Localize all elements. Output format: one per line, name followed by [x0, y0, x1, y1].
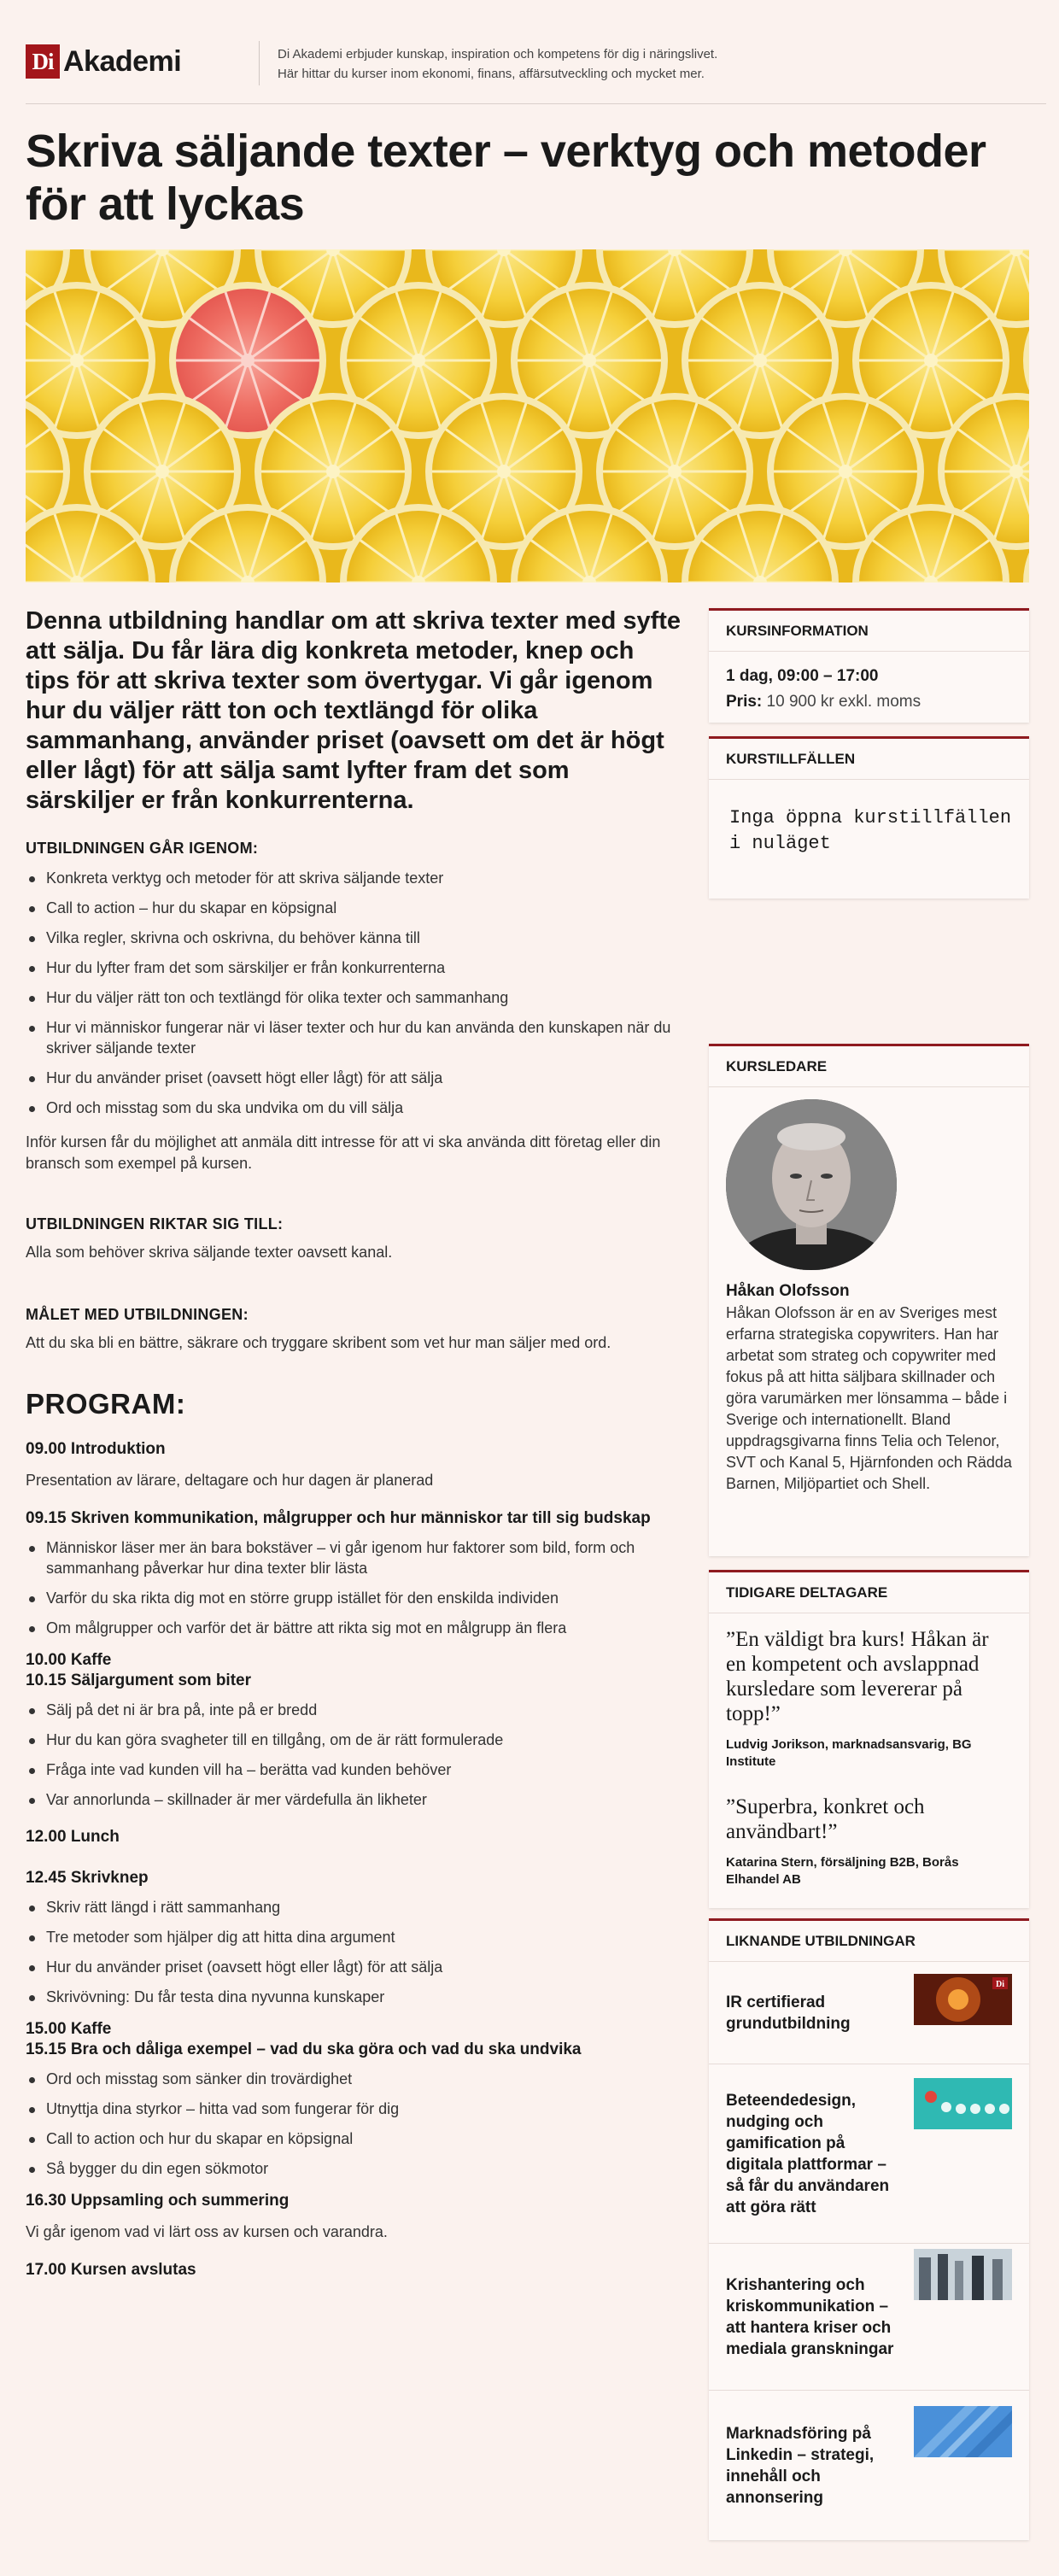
covers-note: Inför kursen får du möjlighet att anmäla ditt intresse för att vi ska använda ditt företag eller din bransch som exempel på kursen.: [26, 1133, 661, 1172]
testimonial-quote: ”Superbra, konkret och användbart!”: [726, 1795, 925, 1843]
list-item: Hur du kan göra svagheter till en tillgång, om de är rätt formulerade: [26, 1730, 683, 1750]
list-item: Call to action – hur du skapar en köpsignal: [26, 898, 683, 918]
slice-core: [412, 354, 425, 367]
citrus-slices-illustration: [26, 249, 1029, 583]
testimonial-author: Katarina Stern, försäljning B2B, Borås Elhandel AB: [726, 1855, 959, 1887]
course-info-card: [709, 608, 1029, 723]
leader-bio: Håkan Olofsson är en av Sveriges mest erfarna strategiska copywriters. Han har arbetat som strateg och copywriter med fokus på att hitta säljbara skillnader och göra varumärken mer lönsamma – både i Sverige och internationellt. Bland uppdragsgivarna finns Telia och Telenor, SVT och Kanal 5, Hjärnfonden och Rädda Barnen, Miljöpartiet och Shell.: [726, 1304, 1012, 1492]
program-slot-list: [26, 2069, 683, 2179]
list-item: Tre metoder som hjälper dig att hitta dina argument: [26, 1927, 683, 1947]
program-slot-title: 10.15 Säljargument som biter: [26, 1671, 251, 1689]
similar-course-title: Krishantering och kriskommunikation – att hantera kriser och mediala granskningar: [726, 2275, 894, 2358]
site-header: [26, 38, 1046, 104]
similar-course-link[interactable]: [709, 2391, 1029, 2541]
program-slot-title: 15.00 Kaffe: [26, 2020, 112, 2038]
testimonial-author: Ludvig Jorikson, marknadsansvarig, BG Institute: [726, 1737, 972, 1769]
course-thumbnail: [914, 2249, 1012, 2300]
logo-text: Akademi: [63, 44, 182, 78]
list-item: Vilka regler, skrivna och oskrivna, du behöver känna till: [26, 928, 683, 948]
list-item: Så bygger du din egen sökmotor: [26, 2158, 683, 2179]
program-slot-text: Vi går igenom vad vi lärt oss av kursen och varandra.: [26, 2223, 388, 2240]
program-slot-title: 09.15 Skriven kommunikation, målgrupper och hur människor tar till sig budskap: [26, 1509, 651, 1527]
program-heading: PROGRAM:: [26, 1388, 186, 1420]
leader-name: Håkan Olofsson: [726, 1282, 850, 1300]
slice-core: [1009, 465, 1023, 478]
price-value: 10 900 kr exkl. moms: [766, 693, 922, 711]
similar-course-title: Marknadsföring på Linkedin – strategi, innehåll och annonsering: [726, 2425, 875, 2507]
logo-mark: Di: [26, 44, 60, 79]
audience-label: UTBILDNINGEN RIKTAR SIG TILL:: [26, 1215, 284, 1232]
similar-course-link[interactable]: [709, 1962, 1029, 2064]
list-item: Skrivövning: Du får testa dina nyvunna kunskaper: [26, 1987, 683, 2007]
no-occasions-text: Inga öppna kurstillfällen i nuläget: [729, 807, 1012, 854]
program-slot-title: 17.00 Kursen avslutas: [26, 2261, 196, 2279]
testimonial: [726, 1794, 1012, 1888]
similar-course-link[interactable]: [709, 2244, 1029, 2391]
testimonial: [726, 1627, 1012, 1771]
slice-core: [155, 465, 169, 478]
di-akademi-logo[interactable]: [26, 44, 181, 79]
intro-lead: Denna utbildning handlar om att skriva texter med syfte att sälja. Du får lära dig konkreta metoder, knep och tips för att skriva texter som övertygar. Vi går igenom hur du väljer rätt ton och textlängd för olika sammanhang, använder priset (oavsett om det är högt eller lågt) för att sälja samt lyfter fram det som särskiljer er från konkurrenterna.: [26, 607, 682, 814]
list-item: Hur du använder priset (oavsett högt eller lågt) för att sälja: [26, 1957, 683, 1977]
main-content: [26, 606, 683, 2280]
program-slot-title: 16.30 Uppsamling och summering: [26, 2192, 290, 2210]
audience-text: Alla som behöver skriva säljande texter oavsett kanal.: [26, 1244, 393, 1261]
list-item: Utnyttja dina styrkor – hitta vad som fungerar för dig: [26, 2099, 683, 2119]
list-item: Var annorlunda – skillnader är mer värdefulla än likheter: [26, 1789, 683, 1810]
slice-core: [753, 354, 767, 367]
list-item: Konkreta verktyg och metoder för att skriva säljande texter: [26, 868, 683, 888]
similar-course-title: Beteendedesign, nudging och gamification på digitala plattformar – så får du användaren att göra rätt: [726, 2091, 890, 2216]
program-slot-list: [26, 1537, 683, 1638]
header-divider: [259, 41, 260, 85]
leader-portrait: [726, 1099, 897, 1270]
course-thumbnail: [914, 1974, 1012, 2025]
slice-core: [70, 354, 84, 367]
program-slot-list: [26, 1700, 683, 1810]
list-item: Hur du använder priset (oavsett högt eller lågt) för att sälja: [26, 1068, 683, 1088]
list-item: Hur vi människor fungerar när vi läser texter och hur du kan använda den kunskapen när du skriver säljande texter: [26, 1017, 683, 1058]
program-slot-title: 15.15 Bra och dåliga exempel – vad du ska göra och vad du ska undvika: [26, 2040, 582, 2058]
course-thumbnail: [914, 2406, 1012, 2457]
program-slot-title: 12.00 Lunch: [26, 1828, 120, 1846]
list-item: Varför du ska rikta dig mot en större grupp istället för den enskilda individen: [26, 1588, 683, 1608]
course-thumbnail: [914, 2078, 1012, 2129]
slice-core: [241, 354, 255, 367]
list-item: Människor läser mer än bara bokstäver – vi går igenom hur faktorer som bild, form och sammanhang påverkar hur dina texter blir lästa: [26, 1537, 683, 1578]
testimonials-card: [709, 1570, 1029, 1908]
slice-core: [582, 354, 596, 367]
similar-courses-card: [709, 1918, 1029, 2540]
tagline-line-2: Här hittar du kurser inom ekonomi, finans, affärsutveckling och mycket mer.: [278, 67, 705, 81]
price-label: Pris:: [726, 693, 763, 711]
list-item: Hur du väljer rätt ton och textlängd för olika texter och sammanhang: [26, 987, 683, 1008]
list-item: Ord och misstag som sänker din trovärdighet: [26, 2069, 683, 2089]
program-slot-title: 10.00 Kaffe: [26, 1651, 112, 1669]
course-leader-card: [709, 1044, 1029, 1556]
program-slot-text: Presentation av lärare, deltagare och hur dagen är planerad: [26, 1472, 434, 1489]
slice-core: [668, 465, 682, 478]
program-slot-title: 09.00 Introduktion: [26, 1440, 166, 1458]
list-item: Skriv rätt längd i rätt sammanhang: [26, 1897, 683, 1917]
slice-core: [326, 465, 340, 478]
list-item: Fråga inte vad kunden vill ha – berätta vad kunden behöver: [26, 1759, 683, 1780]
slice-core: [497, 465, 511, 478]
hero-image: [26, 249, 1029, 583]
leader-avatar: [726, 1099, 897, 1270]
course-occasions-heading: KURSTILLFÄLLEN: [709, 739, 1029, 780]
course-info-heading: KURSINFORMATION: [709, 611, 1029, 652]
header-tagline: [278, 44, 875, 84]
list-item: Hur du lyfter fram det som särskiljer er från konkurrenterna: [26, 957, 683, 978]
testimonials-heading: TIDIGARE DELTAGARE: [709, 1572, 1029, 1613]
similar-course-title: IR certifierad grundutbildning: [726, 1993, 851, 2033]
course-occasions-card: [709, 736, 1029, 899]
goal-text: Att du ska bli en bättre, säkrare och tryggare skribent som vet hur man säljer med ord.: [26, 1334, 611, 1351]
covers-list: [26, 868, 683, 1118]
similar-course-link[interactable]: [709, 2064, 1029, 2244]
program-slot-title: 12.45 Skrivknep: [26, 1869, 149, 1887]
course-schedule: 1 dag, 09:00 – 17:00: [726, 667, 879, 685]
goal-label: MÅLET MED UTBILDNINGEN:: [26, 1306, 249, 1323]
thumbnail-logo-mark: Di: [996, 1980, 1004, 1989]
course-price: [726, 689, 1012, 715]
slice-core: [839, 465, 852, 478]
list-item: Call to action och hur du skapar en köpsignal: [26, 2128, 683, 2149]
list-item: Sälj på det ni är bra på, inte på er bredd: [26, 1700, 683, 1720]
program-slot-list: [26, 1897, 683, 2007]
course-leader-heading: KURSLEDARE: [709, 1046, 1029, 1087]
covers-label: UTBILDNINGEN GÅR IGENOM:: [26, 840, 259, 857]
page-title: Skriva säljande texter – verktyg och metoder för att lyckas: [26, 126, 986, 230]
testimonial-quote: ”En väldigt bra kurs! Håkan är en kompetent och avslappnad kursledare som levererar på topp!”: [726, 1628, 989, 1725]
tagline-line-1: Di Akademi erbjuder kunskap, inspiration och kompetens för dig i näringslivet.: [278, 47, 718, 61]
list-item: Om målgrupper och varför det är bättre att rikta sig mot en målgrupp än flera: [26, 1618, 683, 1638]
list-item: Ord och misstag som du ska undvika om du vill sälja: [26, 1098, 683, 1118]
slice-core: [924, 354, 938, 367]
similar-courses-heading: LIKNANDE UTBILDNINGAR: [709, 1921, 1029, 1962]
